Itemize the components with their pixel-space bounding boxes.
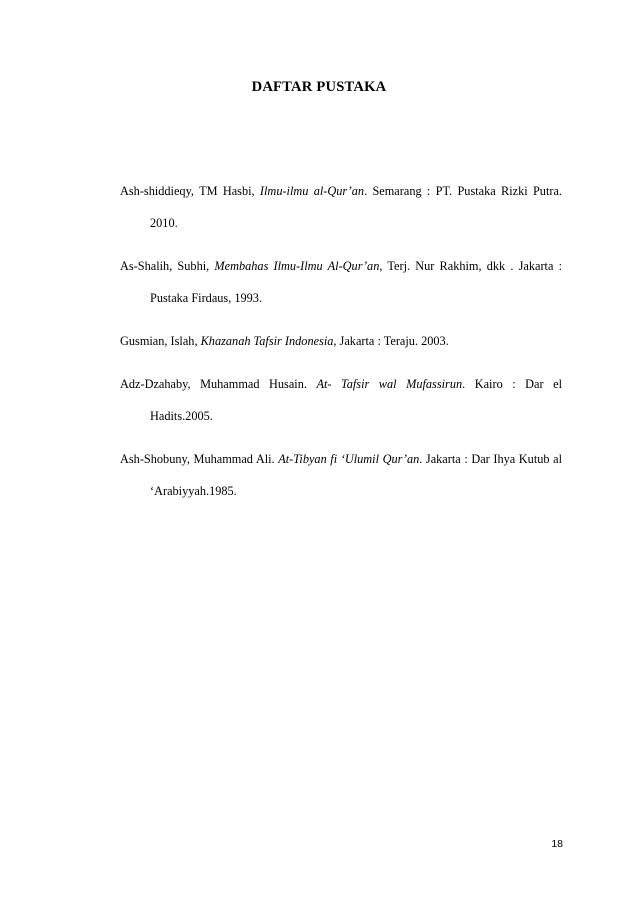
bibliography-entry	[120, 325, 562, 357]
reference-title: At-Tibyan fi ‘Ulumil Qur’an	[278, 452, 420, 466]
reference-publication: , Terj. Nur Rakhim, dkk . Jakarta : Pustaka Firdaus, 1993.	[150, 259, 562, 305]
bibliography-entry	[120, 175, 562, 239]
reference-publication: . Semarang : PT. Pustaka Rizki Putra. 2010.	[150, 184, 563, 230]
reference-publication: . Kairo : Dar el Hadits.2005.	[150, 377, 563, 423]
reference-author: Gusmian, Islah,	[120, 334, 201, 348]
bibliography-list	[120, 175, 562, 518]
bibliography-entry	[120, 443, 562, 507]
reference-publication: , Jakarta : Teraju. 2003.	[333, 334, 449, 348]
reference-title: Membahas Ilmu-Ilmu Al-Qur’an	[214, 259, 380, 273]
bibliography-entry	[120, 250, 562, 314]
reference-title: Khazanah Tafsir Indonesia	[200, 334, 334, 348]
reference-title: At- Tafsir wal Mufassirun	[316, 377, 463, 391]
page-title: DAFTAR PUSTAKA	[251, 79, 387, 95]
page-number: 18	[551, 838, 563, 850]
reference-author: Adz-Dzahaby, Muhammad Husain.	[120, 377, 317, 391]
reference-author: As-Shalih, Subhi,	[120, 259, 215, 273]
reference-title: Ilmu-ilmu al-Qur’an	[259, 184, 365, 198]
reference-author: Ash-Shobuny, Muhammad Ali.	[120, 452, 279, 466]
reference-publication: . Jakarta : Dar Ihya Kutub al ‘Arabiyyah.1985.	[150, 452, 562, 498]
reference-author: Ash-shiddieqy, TM Hasbi,	[120, 184, 260, 198]
bibliography-entry	[120, 368, 562, 432]
